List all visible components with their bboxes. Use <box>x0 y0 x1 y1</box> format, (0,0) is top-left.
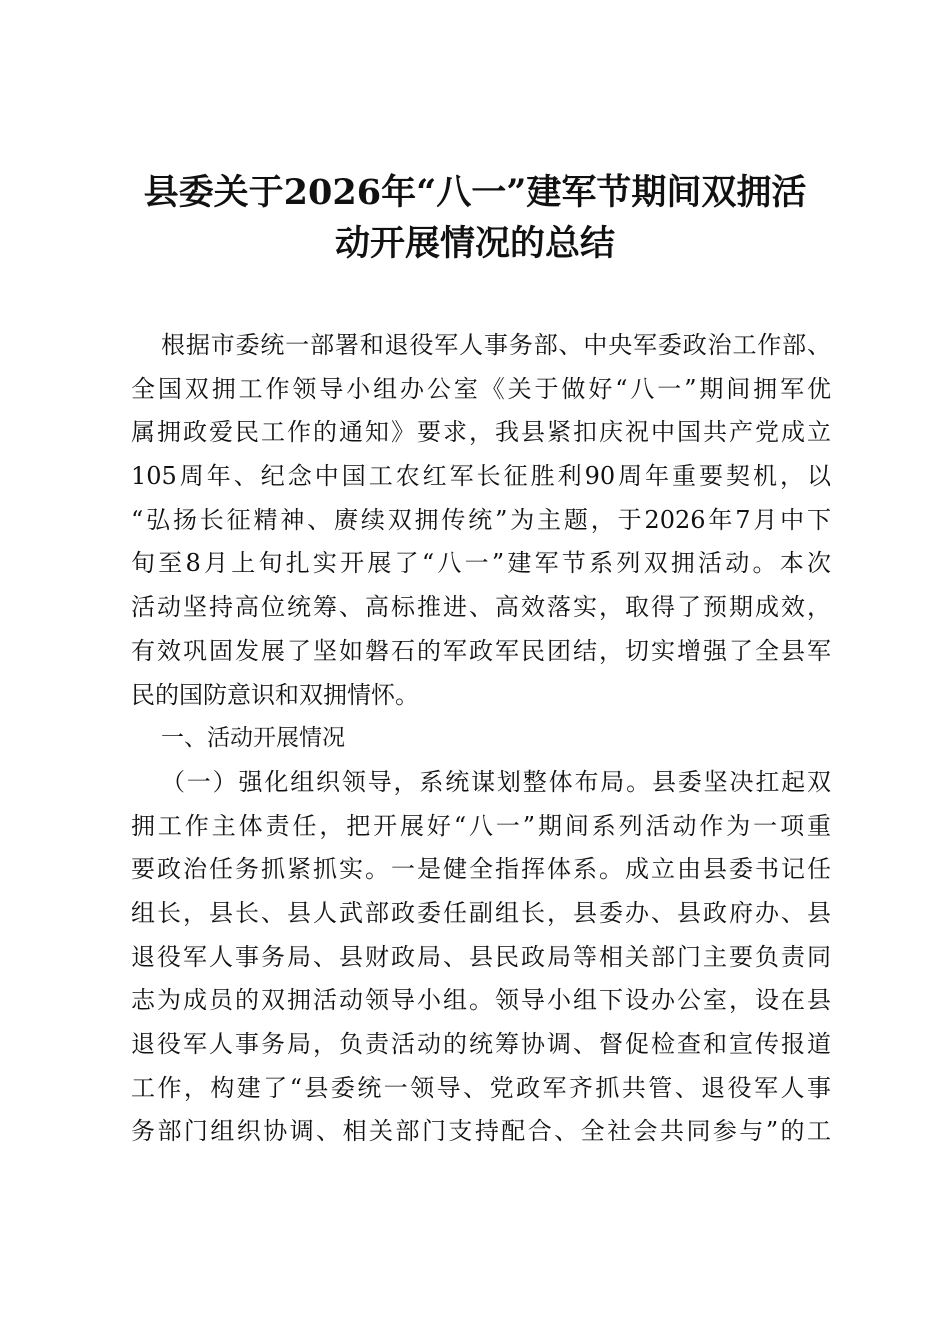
paragraph-line: 105周年、纪念中国工农红军长征胜利90周年重要契机，以 <box>131 462 831 491</box>
paragraph-line: 退役军人事务局，负责活动的统筹协调、督促检查和宣传报道 <box>131 1030 831 1058</box>
paragraph-line: 要政治任务抓紧抓实。一是健全指挥体系。成立由县委书记任 <box>131 855 831 884</box>
paragraph-line: 拥工作主体责任，把开展好“八一”期间系列活动作为一项重 <box>131 811 831 840</box>
paragraph-line: 全国双拥工作领导小组办公室《关于做好“八一”期间拥军优 <box>131 374 831 403</box>
paragraph-organization <box>131 761 831 1154</box>
paragraph-line: 旬至8月上旬扎实开展了“八一”建军节系列双拥活动。本次 <box>131 549 831 578</box>
paragraph-intro <box>131 324 831 717</box>
document-body <box>131 324 831 1154</box>
paragraph-line: 务部门组织协调、相关部门支持配合、全社会共同参与”的工 <box>131 1117 831 1146</box>
paragraph-line: 工作，构建了“县委统一领导、党政军齐抓共管、退役军人事 <box>131 1073 831 1102</box>
paragraph-line: 属拥政爱民工作的通知》要求，我县紧扣庆祝中国共产党成立 <box>131 418 831 447</box>
document-title-line-1: 县委关于2026年“八一”建军节期间双拥活 <box>143 172 807 213</box>
paragraph-line: 根据市委统一部署和退役军人事务部、中央军委政治工作部、 <box>161 331 831 359</box>
paragraph-line: 志为成员的双拥活动领导小组。领导小组下设办公室，设在县 <box>131 986 831 1015</box>
paragraph-line: （一）强化组织领导，系统谋划整体布局。县委坚决扛起双 <box>161 767 831 796</box>
paragraph-line: 活动坚持高位统筹、高标推进、高效落实，取得了预期成效， <box>131 593 831 622</box>
paragraph-line: 组长，县长、县人武部政委任副组长，县委办、县政府办、县 <box>131 898 831 927</box>
paragraph-line: 退役军人事务局、县财政局、县民政局等相关部门主要负责同 <box>131 942 831 971</box>
paragraph-line: 有效巩固发展了坚如磐石的军政军民团结，切实增强了全县军 <box>131 636 831 665</box>
document-title-line-2: 动开展情况的总结 <box>334 223 615 264</box>
paragraph-line: “弘扬长征精神、赓续双拥传统”为主题，于2026年7月中下 <box>131 505 831 534</box>
paragraph-line: 民的国防意识和双拥情怀。 <box>131 680 419 709</box>
section-heading: 一、活动开展情况 <box>161 725 345 752</box>
